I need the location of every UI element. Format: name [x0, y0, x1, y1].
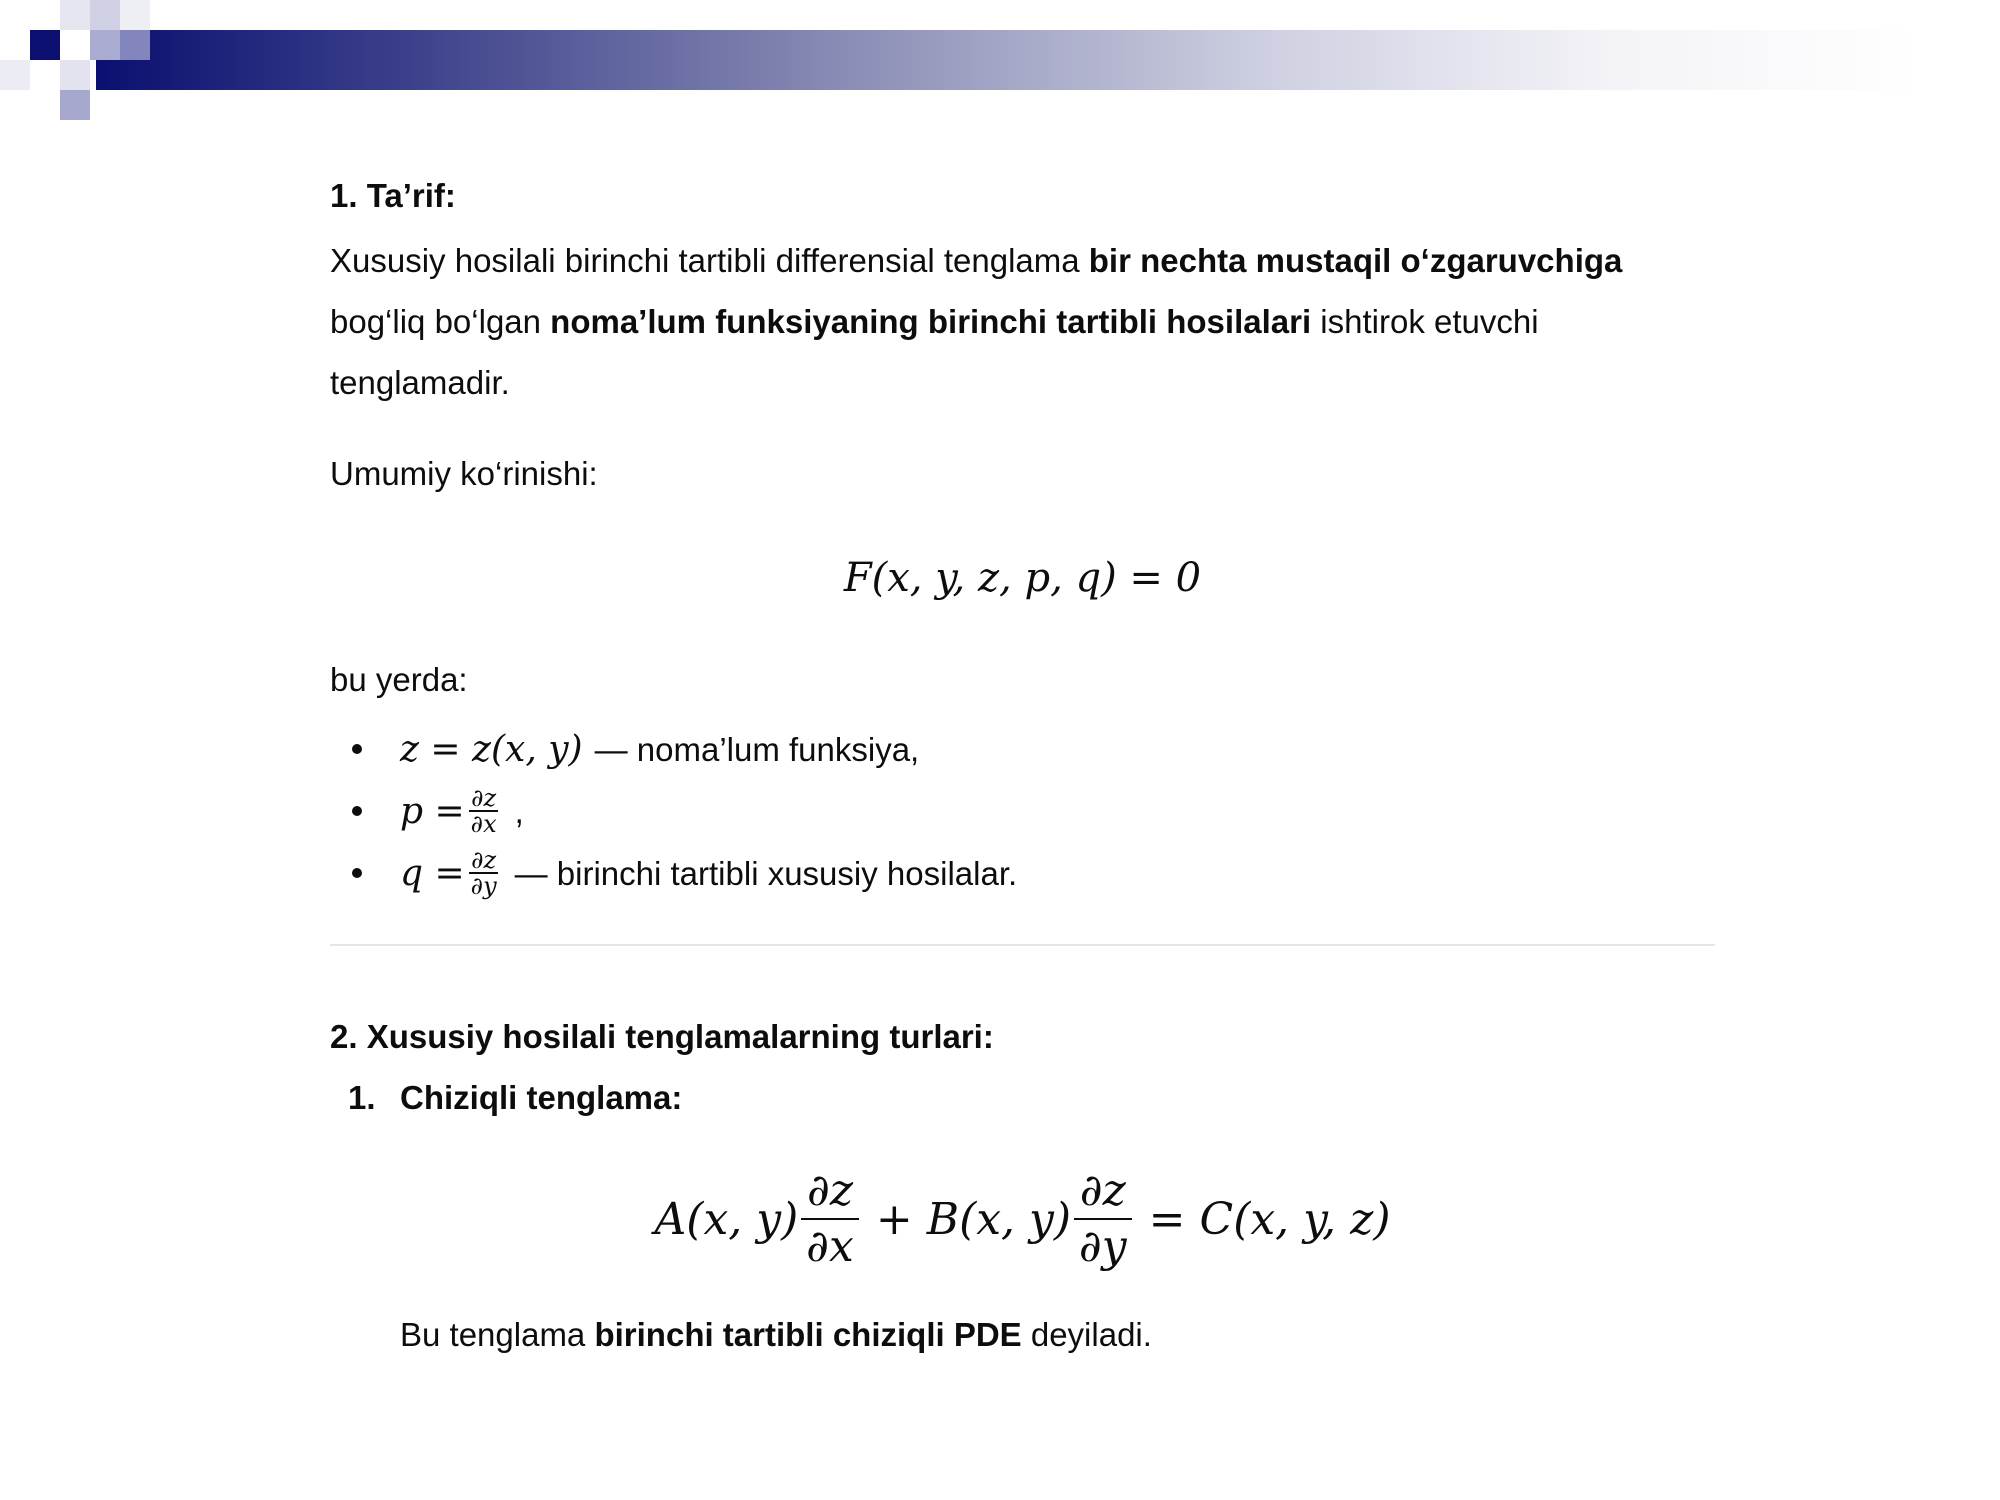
definition-bullets: [330, 718, 1715, 904]
definition-bold: noma’lum funksiyaning birinchi tartibli hosilalari: [550, 303, 1312, 340]
decor-square: [60, 60, 90, 90]
fraction-numerator: ∂z: [471, 846, 497, 874]
bullet-dot: [352, 744, 362, 754]
fraction-denominator: ∂x: [806, 1221, 854, 1272]
header-gradient-band: [96, 30, 2000, 90]
linear-pde-formula: [330, 1164, 1715, 1274]
fraction-numerator: ∂z: [471, 784, 497, 812]
definition-paragraph: [330, 230, 1715, 413]
definition-text: Xususiy hosilali birinchi tartibli differensial tenglama: [330, 242, 1089, 279]
fraction-denominator: ∂y: [1079, 1221, 1127, 1272]
list-item: [330, 780, 1715, 842]
section2-title: 2. Xususiy hosilali tenglamalarning turlari:: [330, 1018, 994, 1055]
fraction: [1073, 1164, 1133, 1274]
decor-square: [60, 90, 90, 120]
slide-content: [330, 165, 1715, 1365]
plus-operator: +: [875, 1193, 913, 1245]
definition-bold: bir nechta mustaqil o‘zgaruvchiga: [1088, 242, 1623, 279]
formula-term-c: C(x, y, z): [1199, 1193, 1391, 1245]
general-formula: F(x, y, z, p, q) = 0: [843, 555, 1202, 601]
bullet-math: [400, 781, 503, 842]
general-form-label: Umumiy ko‘rinishi:: [330, 455, 598, 492]
decor-square: [90, 0, 120, 30]
bullet-dot: [352, 868, 362, 878]
list-number: 1.: [348, 1079, 376, 1116]
fraction-numerator: ∂z: [801, 1164, 859, 1220]
formula-term-b: B(x, y): [926, 1193, 1072, 1245]
decor-square: [0, 60, 30, 90]
fraction-numerator: ∂z: [1074, 1164, 1132, 1220]
fraction: [469, 848, 499, 898]
bullet-math: z = z(x, y): [400, 728, 583, 770]
decor-square: [60, 0, 90, 30]
section-divider: [330, 944, 1715, 946]
decor-square: [120, 30, 150, 60]
equals-operator: =: [1148, 1193, 1186, 1245]
bullet-dot: [352, 806, 362, 816]
linear-pde-note: [330, 1304, 1715, 1365]
where-label: bu yerda:: [330, 661, 468, 698]
formula-term-a: A(x, y): [654, 1193, 799, 1245]
fraction: [469, 786, 499, 836]
fraction-denominator: ∂x: [470, 810, 497, 838]
note-bold: birinchi tartibli chiziqli PDE: [594, 1316, 1022, 1353]
decor-square: [90, 30, 120, 60]
decor-square: [30, 30, 60, 60]
ordered-list-item: [330, 1067, 1715, 1128]
note-text: deyiladi.: [1021, 1316, 1152, 1353]
list-item: [330, 842, 1715, 904]
note-text: Bu tenglama: [400, 1316, 595, 1353]
bullet-math: [400, 843, 503, 904]
math-lhs: p =: [400, 790, 465, 832]
definition-text: ishtirok etuvchi tenglamadir.: [330, 303, 1539, 401]
fraction-denominator: ∂y: [470, 872, 497, 900]
definition-text: bog‘liq bo‘lgan: [330, 303, 551, 340]
bullet-text: ,: [514, 792, 524, 830]
section1-title: 1. Ta’rif:: [330, 177, 456, 214]
math-lhs: q =: [400, 852, 465, 894]
decor-square: [120, 0, 150, 30]
list-item: [330, 718, 1715, 780]
bullet-text: — noma’lum funksiya,: [594, 730, 920, 768]
list-item-label: Chiziqli tenglama:: [400, 1079, 683, 1116]
fraction: [800, 1164, 860, 1274]
bullet-text: — birinchi tartibli xususiy hosilalar.: [514, 854, 1018, 892]
